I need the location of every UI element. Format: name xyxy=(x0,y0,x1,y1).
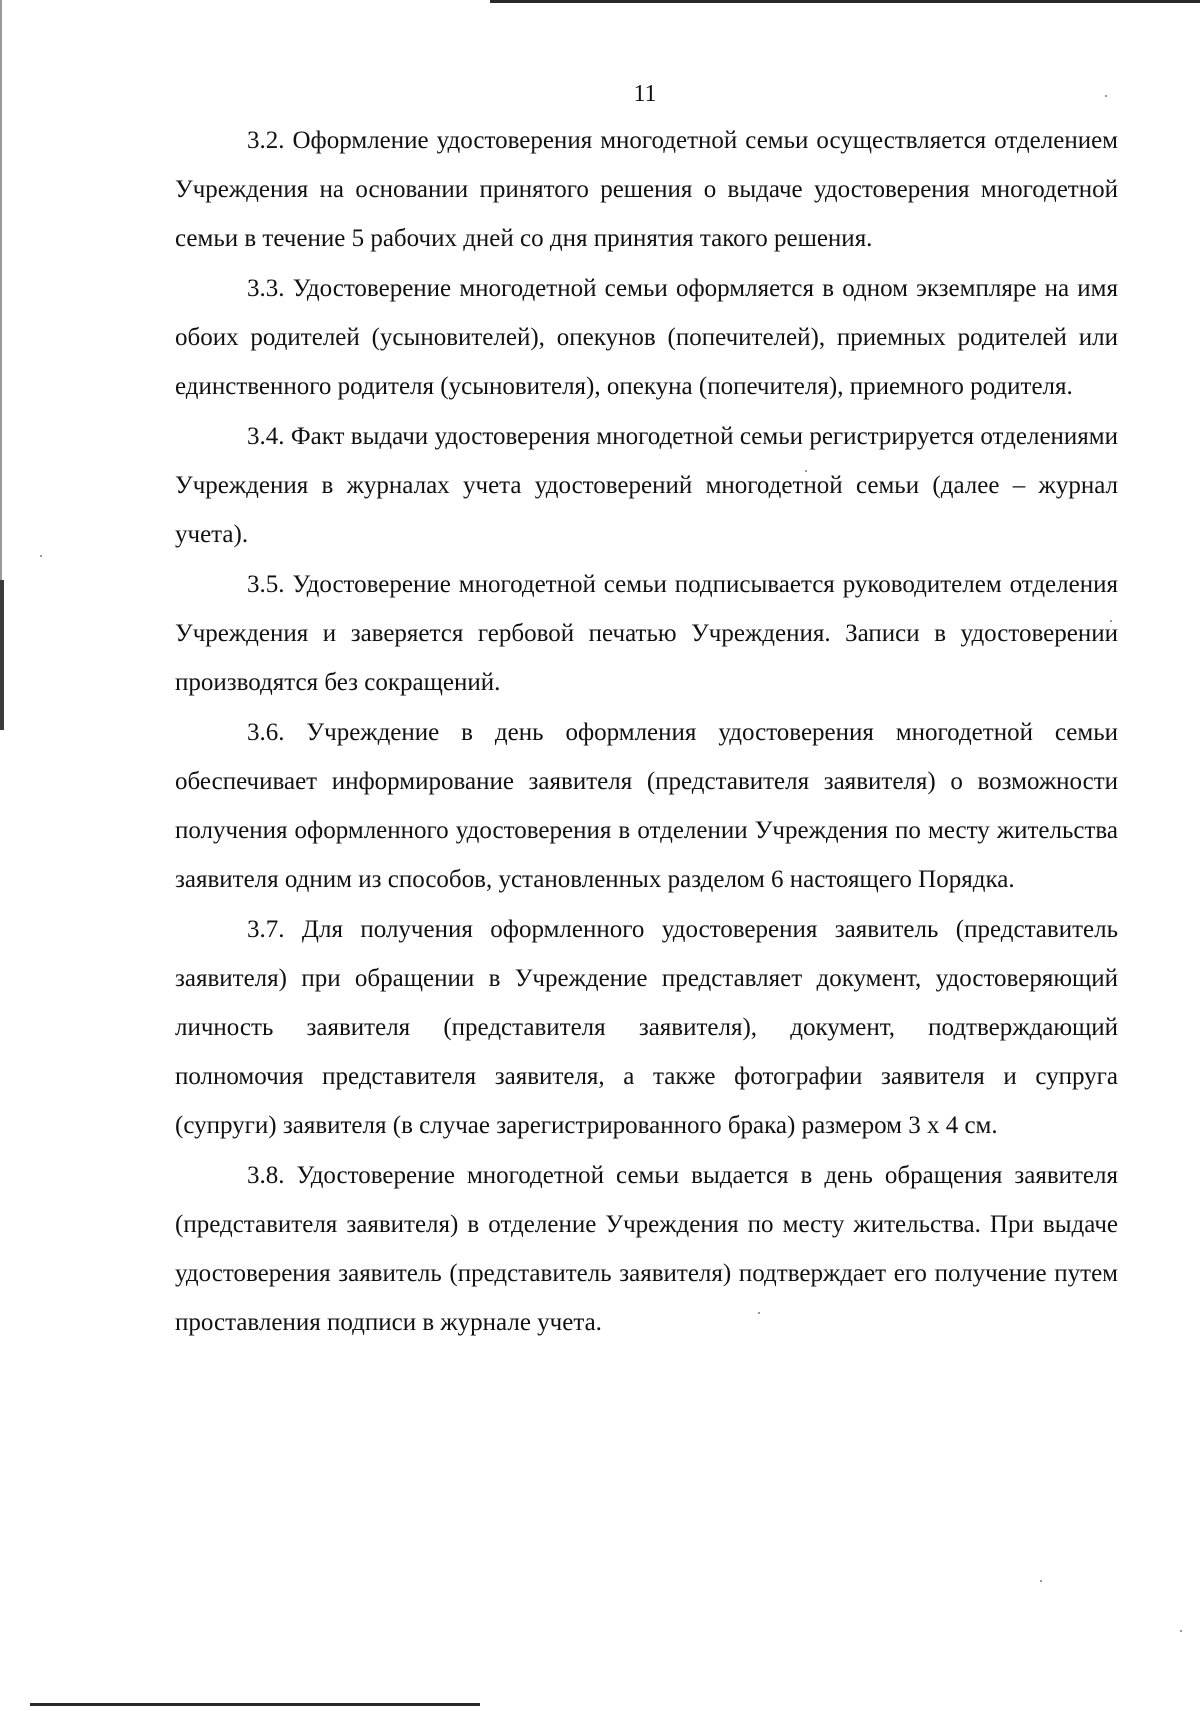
document-body xyxy=(175,116,1118,1348)
scan-speck xyxy=(40,555,42,557)
paragraph-3-5: 3.5. Удостоверение многодетной семьи подписывается руководителем отделения Учреждения и заверяется гербовой печатью Учреждения. Записи в удостоверении производятся без сокращений. xyxy=(175,571,1118,696)
paragraph-3-6: 3.6. Учреждение в день оформления удостоверения многодетной семьи обеспечивает информирование заявителя (представителя заявителя) о возможности получения оформленного удостоверения в отделении Учреждения по месту жительства заявителя одним из способов, установленных разделом 6 настоящего Порядка. xyxy=(175,719,1118,893)
paragraph-3-4: 3.4. Факт выдачи удостоверения многодетной семьи регистрируется отделениями Учреждения в журналах учета удостоверений многодетной семьи (далее – журнал учета). xyxy=(175,423,1118,548)
scan-top-border xyxy=(490,0,1200,3)
scan-bottom-border xyxy=(30,1703,480,1706)
paragraph-3-3: 3.3. Удостоверение многодетной семьи оформляется в одном экземпляре на имя обоих родителей (усыновителей), опекунов (попечителей), приемных родителей или единственного родителя (усыновителя), опекуна (попечителя), приемного родителя. xyxy=(175,275,1118,400)
scan-left-mark xyxy=(0,580,4,730)
scan-speck xyxy=(1180,1630,1182,1632)
paragraph-3-2: 3.2. Оформление удостоверения многодетной семьи осуществляется отделением Учреждения на основании принятого решения о выдаче удостоверения многодетной семьи в течение 5 рабочих дней со дня принятия такого решения. xyxy=(175,127,1118,252)
scan-speck xyxy=(1040,1580,1042,1582)
paragraph-3-7: 3.7. Для получения оформленного удостоверения заявитель (представитель заявителя) при обращении в Учреждение представляет документ, удостоверяющий личность заявителя (представителя заявителя), документ, подтверждающий полномочия представителя заявителя, а также фотографии заявителя и супруга (супруги) заявителя (в случае зарегистрированного брака) размером 3 х 4 см. xyxy=(175,916,1118,1139)
page-number: 11 xyxy=(633,81,657,107)
paragraph-3-8: 3.8. Удостоверение многодетной семьи выдается в день обращения заявителя (представителя заявителя) в отделение Учреждения по месту жительства. При выдаче удостоверения заявитель (представитель заявителя) подтверждает его получение путем проставления подписи в журнале учета. xyxy=(175,1162,1118,1336)
